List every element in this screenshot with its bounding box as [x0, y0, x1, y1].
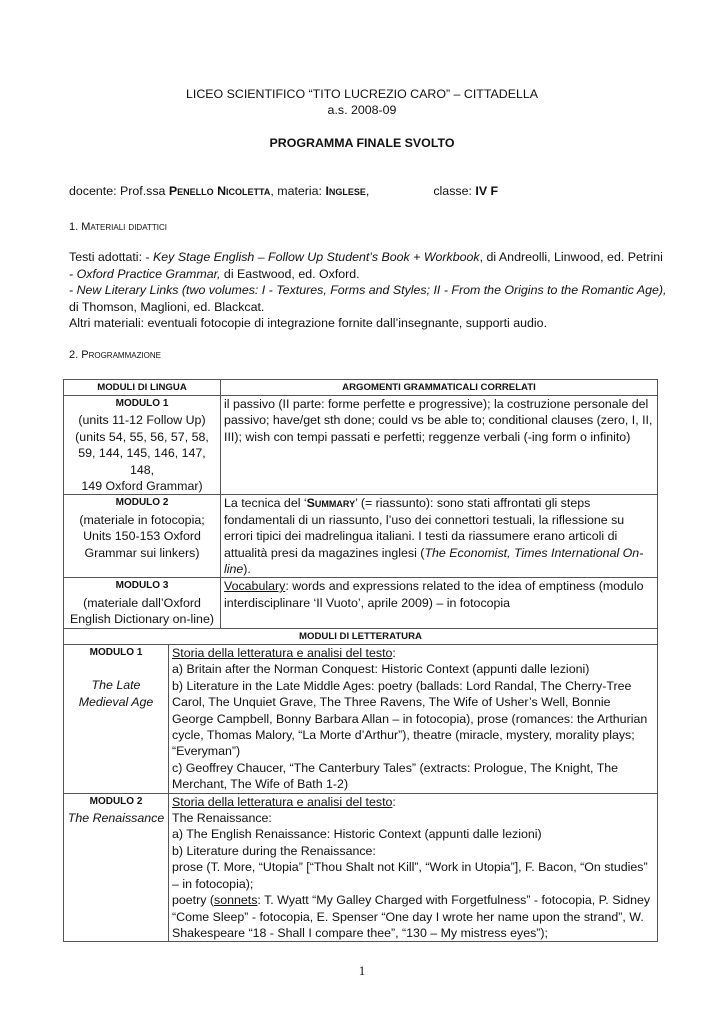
literature-modules-table: [63, 628, 658, 942]
topics-cell: Storia della letteratura e analisi del testo: The Renaissance: a) The English Renaissance: Historic Context (appunti dalle lezioni) b) Literature during the Renaissance: prose (T. More, “Utopia” [“Thou Shalt not Kill”, “Work in Utopia”], F. Bacon, “On studies” – in fotocopia); poetry (sonnets: T. Wyatt “My Galley Charged with Forgetfulness” - fotocopia, P. Sidney “Come Sleep” - fotocopia, E. Spenser “One day I wrote her name upon the strand”, W. Shakespeare “18 - Shall I compare thee”, “130 – My mistress eyes”);: [169, 793, 658, 942]
module-cell: MODULO 3 (materiale dall’Oxford English Dictionary on-line): [64, 578, 221, 628]
other-materials-line: Altri materiali: eventuali fotocopie di integrazione fornite dall’insegnante, supporti audio.: [69, 316, 548, 331]
table-row: [64, 578, 658, 628]
docente-label: docente: Prof.ssa: [69, 184, 169, 198]
school-year: a.s. 2008-09: [327, 103, 397, 117]
topics-cell: Vocabulary: words and expressions related to the idea of emptiness (modulo interdisciplinare ‘Il Vuoto’, aprile 2009) – in fotocopia: [221, 578, 658, 628]
subject-name: Inglese: [325, 184, 366, 198]
topics-cell: il passivo (II parte: forme perfette e progressive); la costruzione personale del passivo; have/get sth done; could vs be able to; conditional clauses (zero, I, II, III); wish con tempi passati e perfetti; reggenze verbali (-ing form o infinito): [221, 396, 658, 495]
teacher-info-line: [69, 184, 498, 198]
table-header-row: [64, 629, 658, 645]
page-number: 1: [358, 963, 366, 978]
language-modules-table: [63, 379, 658, 629]
textbook-line-4: di Thomson, Maglioni, ed. Blackcat.: [69, 299, 265, 314]
section-2-title: 2. Programmazione: [69, 349, 162, 361]
teacher-name: Penello Nicoletta: [168, 184, 271, 198]
module-cell: MODULO 2 (materiale in fotocopia; Units 150-153 Oxford Grammar sui linkers): [64, 495, 221, 578]
textbook-line-1: Testi adottati: - Key Stage English – Follow Up Student’s Book + Workbook, di Andreolli, Linwood, ed. Petrini: [69, 250, 663, 264]
module-cell: MODULO 1 (units 11-12 Follow Up) (units 54, 55, 56, 57, 58, 59, 144, 145, 146, 147, 148, 149 Oxford Grammar): [64, 396, 221, 495]
textbook-line-3: - New Literary Links (two volumes: I - Textures, Forms and Styles; II - From the Origins to the Romantic Age),: [69, 283, 667, 298]
topics-cell: Storia della letteratura e analisi del testo: a) Britain after the Norman Conquest: Historic Context (appunti dalle lezioni) b) Literature in the Late Middle Ages: poetry (ballads: Lord Randal, The Cherry-Tree Carol, The Unquiet Grave, The Three Ravens, The Wife of Usher’s Well, Bonnie George Campbell, Bonny Barbara Allan – in fotocopia), prose (romances: the Arthurian cycle, Thomas Malory, “La Morte d’Arthur”), theatre (miracle, mystery, morality plays; “Everyman”) c) Geoffrey Chaucer, “The Canterbury Tales” (extracts: Prologue, The Knight, The Merchant, The Wife of Bath 1-2): [169, 645, 658, 794]
table-row: [64, 793, 658, 942]
table-row: [64, 645, 658, 794]
topics-cell: La tecnica del ‘Summary’ (= riassunto): sono stati affrontati gli steps fondamentali di un riassunto, l’uso dei connettori testuali, la riflessione su errori tipici dei madrelingua italiani. I testi da riassumere erano articoli di attualità presi da magazines inglesi (The Economist, Times International On-line).: [221, 495, 658, 578]
table-row: [64, 396, 658, 495]
class-name: IV F: [475, 184, 499, 198]
school-name: LICEO SCIENTIFICO “TITO LUCREZIO CARO” – CITTADELLA: [185, 87, 539, 101]
materia-label: , materia:: [270, 184, 326, 198]
column-header-modules: MODULI DI LINGUA: [64, 380, 221, 396]
table-row: [64, 495, 658, 578]
textbook-line-2: - Oxford Practice Grammar, di Eastwood, ed. Oxford.: [69, 266, 360, 281]
document-header: [0, 86, 724, 118]
section-1-title: 1. Materiali didattici: [69, 221, 167, 233]
column-header-literature: MODULI DI LETTERATURA: [64, 629, 658, 645]
classe-label: classe:: [433, 184, 476, 198]
module-cell: MODULO 1 The Late Medieval Age: [64, 645, 169, 794]
textbooks-paragraph: [69, 249, 667, 332]
table-header-row: [64, 380, 658, 396]
document-title: PROGRAMMA FINALE SVOLTO: [269, 136, 455, 150]
comma: ,: [365, 184, 370, 198]
column-header-topics: ARGOMENTI GRAMMATICALI CORRELATI: [221, 380, 658, 396]
module-cell: MODULO 2 The Renaissance: [64, 793, 169, 942]
